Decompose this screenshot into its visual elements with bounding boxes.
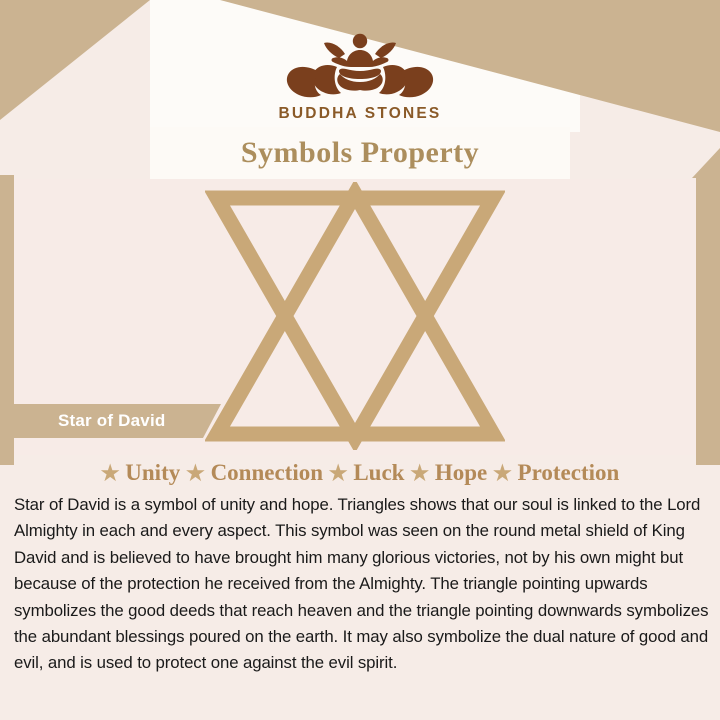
lotus-meditation-icon xyxy=(275,24,445,98)
star-of-david-icon xyxy=(205,182,505,450)
keyword-hope: Hope xyxy=(434,460,488,485)
star-glyph-1: ★ xyxy=(185,461,205,485)
star-glyph-0: ★ xyxy=(100,461,120,485)
description-text: Star of David is a symbol of unity and hope. Triangles shows that our soul is linked to the Lord Almighty in each and every aspect. This symbol was seen on the round metal shield of King David and is believed to have brought him many glorious victories, not by his own might but because of the protection he received from the Almighty. The triangle pointing upwards symbolizes the good deeds that reach heaven and the triangle pointing downwards symbolizes the abundant blessings poured on the earth. It may also symbolize the dual nature of good and evil, and is used to protect one against the evil spirit. xyxy=(14,495,709,673)
keyword-luck: Luck xyxy=(353,460,405,485)
brand-logo xyxy=(0,24,720,123)
side-band-right xyxy=(696,175,720,465)
keyword-connection: Connection xyxy=(210,460,324,485)
star-glyph-4: ★ xyxy=(492,461,512,485)
symbol-label: Star of David xyxy=(58,411,166,430)
keyword-list xyxy=(0,460,720,486)
star-glyph-2: ★ xyxy=(328,461,348,485)
brand-name: BUDDHA STONES xyxy=(278,105,442,122)
side-band-right-notch xyxy=(692,148,720,178)
title-bar xyxy=(150,127,570,179)
description-block xyxy=(14,492,720,677)
keyword-protection: Protection xyxy=(517,460,620,485)
page-title: Symbols Property xyxy=(240,136,480,169)
keyword-unity: Unity xyxy=(125,460,181,485)
side-band-left xyxy=(0,175,14,465)
star-glyph-3: ★ xyxy=(410,461,430,485)
symbol-label-tab xyxy=(14,404,203,438)
